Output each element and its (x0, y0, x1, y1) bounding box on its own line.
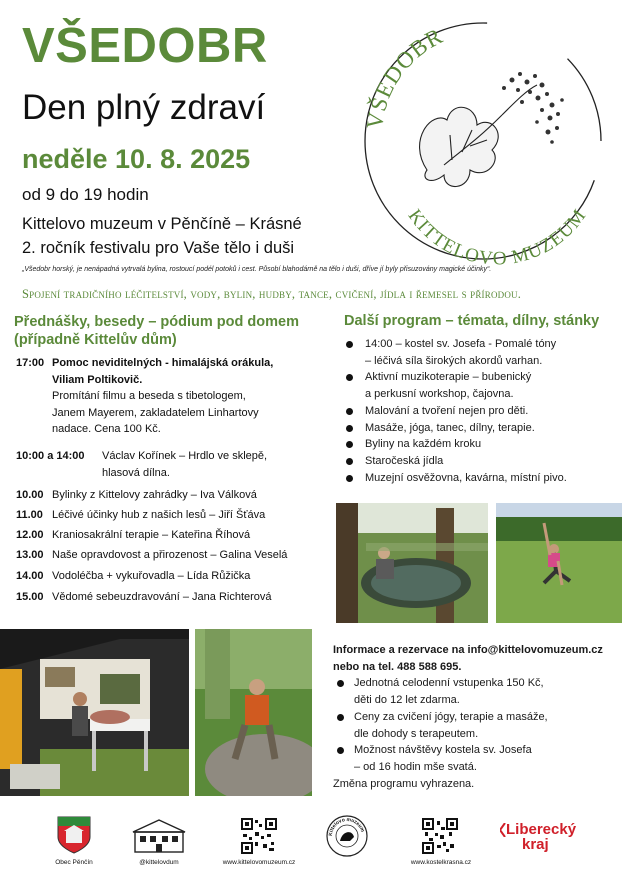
program-time: 14.00 (16, 570, 44, 582)
footer-caption: @kittelovdum (139, 859, 179, 866)
tagline: Spojení tradičního léčitelství, vody, bylin, hudby, tance, cvičení, jídla i řemesel s přírodou. (22, 287, 522, 301)
kittel-museum-badge-icon (326, 815, 368, 857)
herb-quote: „Všedobr horský, je nenápadná vytrvalá bylina, rostoucí podél potoků i cest. Působí blahodárně na tělo i duši, dříve jí byly přisuzovány magické účinky“. (22, 266, 492, 273)
program-time: 10.00 (16, 489, 44, 501)
list-item (344, 369, 614, 402)
contact-phone: nebo na tel. 488 588 695. (333, 660, 462, 673)
penčín-coat-of-arms-icon (56, 815, 92, 855)
talks-heading-line: (případně Kittelův dům) (14, 332, 177, 349)
program-description: hlasová dílna. (102, 466, 170, 479)
list-item-text: dle dohody s terapeutem. (354, 727, 479, 740)
list-item-text: – od 16 hodin mše svatá. (354, 761, 477, 774)
list-item-text: Aktivní muzikoterapie – bubenický (365, 371, 532, 384)
program-item (16, 487, 331, 504)
logo-bottom-text: KITTELOVO MUZEUM (403, 205, 591, 270)
program-item (16, 355, 331, 438)
list-item-text: Jednotná celodenní vstupenka 150 Kč, (354, 677, 544, 690)
seed-dots-icon (502, 72, 564, 144)
program-item (16, 568, 331, 585)
program-time: 17:00 (16, 357, 45, 369)
info-box (333, 642, 618, 792)
list-item-text: – léčivá síla širokých akordů varhan. (365, 354, 543, 367)
list-item: Masáže, jóga, tanec, dílny, terapie. (344, 420, 614, 437)
other-program-heading: Další program – témata, dílny, stánky (344, 313, 600, 329)
herb-leaf-icon (420, 85, 537, 186)
talks-heading-line: Přednášky, besedy – pódium pod domem (14, 314, 299, 330)
list-item: Muzejní osvěžovna, kavárna, místní pivo. (344, 470, 614, 487)
program-description: nadace. Cena 100 Kč. (52, 423, 161, 435)
list-item (333, 709, 618, 742)
program-time: 12.00 (16, 529, 44, 541)
photo-speaker-rock (195, 629, 312, 796)
program-title: Léčivé účinky hub z našich lesů – Jiří Šťáva (52, 509, 266, 521)
vsedobr-logo (352, 10, 614, 272)
photo-garden-pond (336, 503, 488, 623)
program-change-note: Změna programu vyhrazena. (333, 777, 475, 790)
program-title: Pomoc neviditelných - himalájská orákula, (52, 357, 274, 369)
program-title: Kraniosakrální terapie – Kateřina Říhová (52, 529, 251, 541)
svg-text:VŠEDOBR (362, 23, 447, 131)
festival-hours: od 9 do 19 hodin (22, 185, 149, 204)
footer-caption: www.kostelkrasna.cz (410, 859, 472, 866)
program-item (16, 448, 331, 481)
list-item: Malování a tvoření nejen pro děti. (344, 403, 614, 420)
festival-title: VŠEDOBR (22, 19, 268, 73)
footer-caption: www.kittelovomuzeum.cz (222, 859, 296, 866)
program-title: Vodoléčba + vykuřovadla – Lída Růžička (52, 570, 251, 582)
program-item (16, 547, 331, 564)
qr-code-icon (241, 818, 277, 854)
program-item (16, 527, 331, 544)
svg-text:KITTELOVO MUZEUM (404, 205, 591, 269)
program-speaker: Viliam Poltikovič. (52, 373, 143, 386)
festival-edition: 2. ročník festivalu pro Vaše tělo i duši (22, 239, 295, 257)
talks-heading (14, 313, 324, 349)
program-item (16, 507, 331, 524)
program-time: 13.00 (16, 549, 44, 561)
festival-date: neděle 10. 8. 2025 (22, 144, 251, 174)
program-title: Vědomé sebeuzdravování – Jana Richterová (52, 591, 272, 603)
program-item (16, 589, 331, 606)
kittel-house-icon (131, 818, 187, 854)
program-description: Janem Mayerem, zakladatelem Linhartovy (52, 406, 259, 419)
liberecky-kraj-logo (500, 822, 600, 853)
list-item (333, 742, 618, 775)
badge-text: Kittelovo muzeum (327, 816, 366, 837)
program-time: 11.00 (16, 509, 43, 521)
festival-venue: Kittelovo muzeum v Pěnčíně – Krásné (22, 215, 302, 233)
list-item-text: děti do 12 let zdarma. (354, 694, 460, 707)
footer-caption: Obec Pěnčín (55, 859, 93, 866)
list-item-text: Ceny za cvičení jógy, terapie a masáže, (354, 710, 548, 723)
list-item-text: 14:00 – kostel sv. Josefa - Pomalé tóny (365, 338, 557, 350)
list-item (333, 675, 618, 708)
program-time: 10:00 a 14:00 (16, 450, 85, 462)
logo-top-text: VŠEDOBR (361, 23, 448, 131)
festival-subtitle: Den plný zdraví (22, 88, 266, 127)
program-description: Promítání filmu a beseda s tibetologem, (52, 390, 246, 402)
program-title: Bylinky z Kittelovy zahrádky – Iva Válková (52, 489, 257, 501)
list-item-text: a perkusní workshop, čajovna. (365, 388, 514, 401)
kraj-name-2: kraj (522, 836, 549, 853)
contact-info: Informace a rezervace na info@kittelovomuzeum.cz (333, 644, 603, 656)
program-title: Naše opravdovost a přirozenost – Galina Veselá (52, 549, 288, 561)
kraj-line (500, 822, 600, 837)
photo-yoga-meadow (496, 503, 622, 623)
list-item (344, 336, 614, 369)
list-item: Byliny na každém kroku (344, 436, 614, 453)
photo-massage-tent (0, 629, 189, 796)
info-list (333, 675, 618, 775)
program-title: Václav Kořínek – Hrdlo ve sklepě, (102, 450, 268, 462)
kraj-name: Liberecký (506, 821, 577, 838)
list-item-text: Možnost návštěvy kostela sv. Josefa (354, 744, 532, 757)
other-program-list (344, 336, 614, 486)
program-time: 15.00 (16, 591, 44, 603)
qr-code-icon (422, 818, 458, 854)
list-item: Staročeská jídla (344, 453, 614, 470)
